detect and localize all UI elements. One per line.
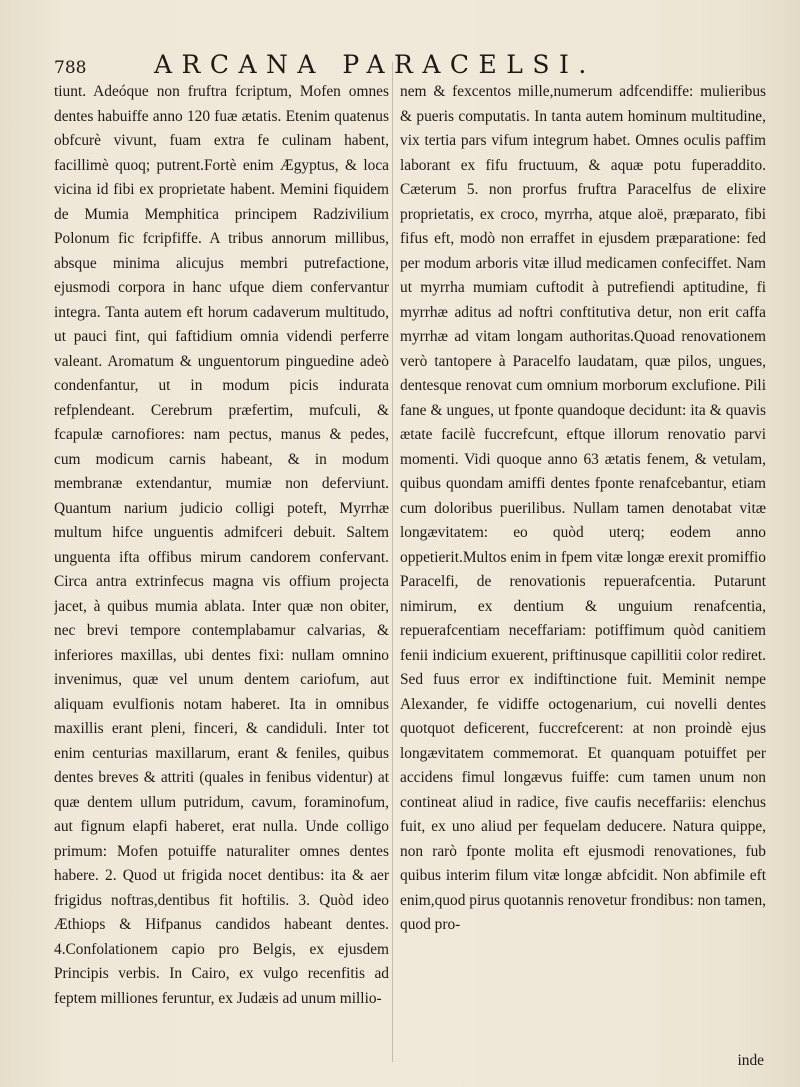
column-divider [392,62,393,1062]
right-column-text: nem & fexcentos mille,numerum adfcendiffe: mulieribus & pueris computatis. In tanta autem hominum multitudine, vix tertia pars vifum integrum habet. Omnes oculis paffim laborant ex fifu fructuum, & aquæ potu fuperaddito. Cæterum 5. non prorfus fruftra Paracelfus de elixire proprietatis, ex croco, myrrha, atque aloë, præparato, fibi fifus eft, modò non erraffet in ejusdem præparatione: fed per modum arboris vitæ illud medicamen confeciffet. Nam ut myrrha mumiam cuftodit à putrefiendi aptitudine, fi myrrhæ aditus ad noftri conftitutiva detur, non erit caffa myrrhæ ad vitam longam authoritas.Quoad renovationem verò tantopere à Paracelfo laudatam, quæ pilos, ungues, dentesque renovat cum omnium morborum exclufione. Pili fane & ungues, ut fponte quandoque decidunt: ita & quavis ætate facilè fuccrefcunt, eftque illorum renovatio parvi momenti. Vidi quoque anno 63 ætatis fenem, & vetulam, quibus quondam amiffi dentes fponte renafcebantur, etiam cum doloribus puerilibus. Nullam tamen denotabat vitæ longævitatem: eo quòd uterq; eodem anno oppetierit.Multos enim in fpem vitæ longæ erexit promiffio Paracelfi, de renovationis repuerafcentia. Putarunt nimirum, ex dentium & unguium renafcentia, repuerafcentiam neceffariam: potiffimum quòd canitiem fenii indicium exuerent, priftinusque capillitii color rediret. Sed fuus error ex indiftinctione fuit. Meminit nempe Alexander, fe vidiffe octogenarium, cui novelli dentes quotquot deficerent, fuccrefcerent: at non proindè ejus longævitatem commemorat. Et quanquam potuiffet per accidens fimul longævus fuiffe: cum tamen unum non contineat aliud in radice, five caufis neceffariis: elenchus fuit, ex uno aliud per fequelam deducere. Natura quippe, non rarò fponte molita eft ejusmodi renovationes, fub quibus interim filum vitæ longæ abfcidit. Non abfimile eft enim,quod pirus quotannis renovetur frondibus: non tamen, quod pro- [400,83,766,933]
running-title: ARCANA PARACELSI. [154,50,596,79]
page-number: 788 [54,58,87,78]
catchword: inde [737,1052,764,1069]
page-header [54,42,764,82]
left-text-column [54,80,389,1070]
right-text-column [400,80,766,1070]
left-column-text: tiunt. Adeóque non fruftra fcriptum, Mofen omnes dentes habuiffe anno 120 fuæ ætatis. Etenim quatenus obfcurè vivunt, fuam extra fe culinam habent, facillimè quoq; putrent.Fortè enim Ægyptus, & loca vicina id fibi ex proprietate habent. Memini fiquidem de Mumia Memphitica principem Radzivilium Polonum fic fcripfiffe. A tribus annorum millibus, absque minima alicujus membri putrefactione, ejusmodi corpora in hanc ufque diem confervantur integra. Tanta autem eft horum cadaverum multitudo, ut pauci fint, qui faftidium omnia videndi perferre valeant. Aromatum & unguentorum pinguedine adeò condenfantur, ut in modum picis indurata refplendeant. Cerebrum præfertim, mufculi, & fcapulæ carnofiores: nam pectus, manus & pedes, cum modicum carnis habeant, & in modum membranæ extendantur, mumiæ non deferviunt. Quantum narium judicio colligi poteft, Myrrhæ multum hifce unguentis admifceri debuit. Saltem unguenta ifta offibus mirum candorem confervant. Circa antra extrinfecus magna vis offium projecta jacet, à quibus mumia ablata. Inter quæ non obiter, nec brevi tempore contemplabamur calvarias, & inferiores maxillas, ubi dentes fixi: nullam omnino invenimus, quæ vel unum dentem cariofum, aut aliquam evulfionis notam haberet. Ita in omnibus maxillis erant pleni, finceri, & candiduli. Inter tot enim centurias maxillarum, erant & fenilеs, quibus dentes breves & attriti (quales in fenibus videntur) at quæ dentem ullum putridum, cavum, foraminofum, aut fignum elapfi haberet, erat nulla. Unde colligo primum: Mofen potuiffe naturaliter omnes dentes habere. 2. Quod ut frigida nocet dentibus: ita & aer frigidus noftras,dentibus fit hoftilis. 3. Quòd ideo Æthiops & Hifpanus candidos habeant dentes. 4.Confolationem capio pro Belgis, ex ejusdem Principis verbis. In Cairo, ex vulgo recenfitis ad feptem millionеs feruntur, ex Judæis ad unum millio- [54,83,389,1007]
